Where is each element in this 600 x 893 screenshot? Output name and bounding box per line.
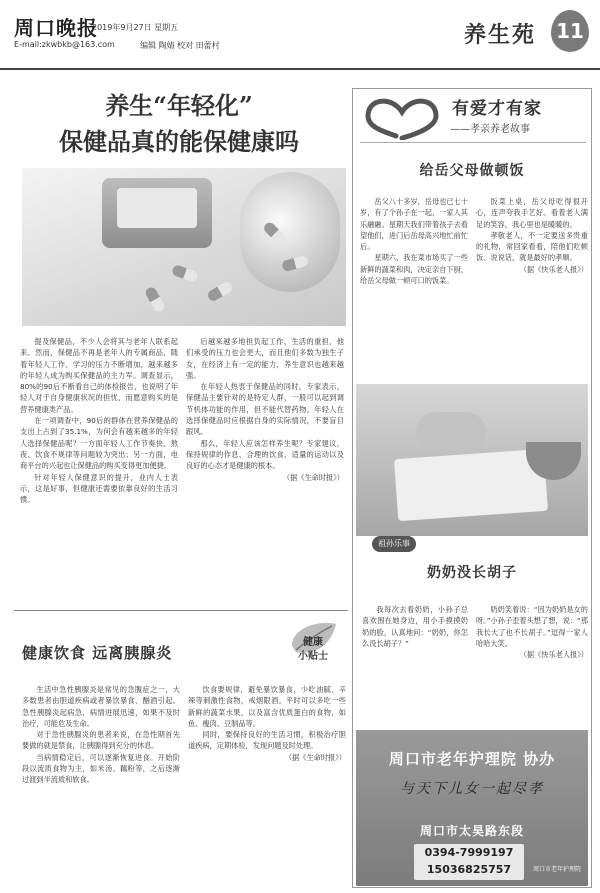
paragraph: 那么，年轻人应该怎样养生呢？专家建议，保持规律的作息、合理的饮食、适量的运动以及良好的心态才是健康的根本。 [186, 438, 344, 471]
cutting-board-shape [394, 449, 548, 521]
ad-slogan: 与天下儿女一起尽孝 [400, 781, 544, 797]
article1-column-1 [20, 336, 178, 602]
hand-shape [416, 412, 486, 452]
ad-phone-2: 15036825757 [426, 863, 512, 876]
story1-headline: 给岳父母做顿饭 [419, 163, 525, 179]
paragraph: 提及保健品，不少人会将其与老年人联系起来。然而，保健品不再是老年人的专属商品，随着年轻人工作、学习的压力不断增加，越来越多的年轻人成为购买保健品的主力军。调查显示，80%的90后不断看自己的体检报告，也说明了年轻人对于自身健康状况的担忧，而愿意购买的是营养健康类产品。 [20, 337, 178, 414]
nursing-home-ad [356, 730, 588, 886]
contact-email: E-mail:zkwbkb@163.com [14, 40, 115, 49]
capsule-icon [171, 264, 199, 283]
story1-column-2 [476, 196, 588, 381]
article-source: （据《快乐老人报》） [519, 264, 588, 274]
article1-headline-line1: 养生“年轻化” [105, 91, 253, 120]
article2-headline: 健康饮食 远离胰腺炎 [22, 644, 173, 662]
article1-headline [14, 88, 344, 160]
page-number-badge: 11 [551, 10, 589, 52]
paragraph: 当病情稳定后，可以逐渐恢复进食。开始阶段以流质食物为主，如米汤、藕粉等，之后逐渐过渡到半流质和软食。 [22, 752, 180, 785]
issue-date: 2019年9月27日 星期五 [92, 23, 179, 32]
paragraph: 孝敬老人，不一定要送多贵重的礼物，常回家看看，陪他们吃顿饭、说说话，就是最好的孝顺。 [476, 230, 588, 263]
love-section-title: 有爱才有家 [452, 99, 542, 119]
paragraph: 岳父八十多岁，岳母也已七十岁，有了个孙子在一起，一家人其乐融融。星期天我们带着孩子去看望他们，进门后岳母高兴地忙前忙后。 [360, 197, 468, 252]
ad-organizer: 周口市老年护理院 协办 [388, 750, 556, 768]
heart-icon [362, 92, 442, 140]
article-source: （据《生命时报》） [282, 472, 344, 482]
capsule-icon [144, 285, 167, 313]
story-category-tag: 祖孙乐事 [372, 536, 416, 552]
article2-column-1 [22, 684, 180, 884]
paragraph: 在年轻人热衷于保健品的同时，专家表示，保健品主要针对的是特定人群，一般可以起到调节机体功能的作用，但不能代替药物。年轻人在选择保健品时应根据自身的实际情况，不要盲目跟风。 [186, 382, 344, 437]
story2-headline: 奶奶没长胡子 [427, 565, 517, 581]
newspaper-brand: 周口晚报 [14, 16, 98, 40]
bottle-label-shape [117, 188, 197, 228]
supplements-photo [22, 168, 346, 326]
capsule-icon [206, 280, 234, 303]
masthead [0, 0, 600, 70]
paragraph: 饮食要规律，避免暴饮暴食，少吃油腻、辛辣等刺激性食物，戒烟限酒。平时可以多吃一些新鲜的蔬菜水果，以及富含优质蛋白的食物，如鱼、瘦肉、豆制品等。 [188, 685, 346, 728]
paragraph: 星期六，我在菜市场买了一些新鲜的蔬菜和肉，决定亲自下厨，给岳父母做一顿可口的饭菜。 [360, 253, 468, 286]
paragraph: 针对年轻人保健意识的提升，业内人士表示，这是好事，但健康还需要依靠良好的生活习惯。 [20, 472, 178, 505]
ad-phone-1: 0394-7999197 [424, 846, 514, 859]
right-divider [360, 142, 586, 143]
article-source: （据《快乐老人报》） [519, 650, 588, 660]
section-divider [14, 610, 348, 611]
paragraph: 对于急性胰腺炎的患者来说，在急性期首先要做的就是禁食，让胰腺得到充分的休息。 [22, 730, 180, 751]
story2-column-1 [362, 604, 468, 728]
tips-badge-line1: 健康 [303, 637, 323, 648]
paragraph: 我每次去看奶奶，小孙子总喜欢围在她身边，用小手摸摸奶奶的脸，认真地问：“奶奶，你怎么没长胡子？” [362, 605, 468, 648]
paragraph: 在一项调查中，90后的群体在营养保健品的支出上占到了35.1%，为何会有越来越多的年轻人选择保健品呢？一方面年轻人工作节奏快、熬夜、饮食不规律等问题较为突出；另一方面，电商平台的兴起也让保健品的购买变得更加便捷。 [20, 416, 178, 471]
story2-column-2 [476, 604, 588, 728]
paragraph: 后越来越多地担负起工作、生活的重担，他们承受的压力也会更大，而且他们多数为独生子女，在经济上有一定的能力，养生意识也越来越强。 [186, 337, 344, 380]
article-source: （据《生命时报》） [284, 752, 346, 762]
supplement-jar-icon [240, 172, 340, 292]
paragraph: 奶奶笑着说：“因为奶奶是女的呀。”小孙子歪着头想了想，说：“那我长大了也不长胡子。”逗得一家人哈哈大笑。 [476, 605, 588, 648]
article2-column-2 [188, 684, 346, 884]
love-section-subtitle: ——孝亲养老故事 [450, 124, 530, 135]
paragraph: 生活中急性胰腺炎是常见的急腹症之一，大多数患者由胆道疾病或者暴饮暴食、酗酒引起。急性胰腺炎起病急，病情进展迅速，如果不及时治疗，可能危及生命。 [22, 685, 180, 728]
tips-badge-line2: 小贴士 [298, 651, 328, 662]
ad-address: 周口市太昊路东段 [419, 824, 524, 838]
paragraph: 同时，要保持良好的生活习惯，积极治疗胆道疾病，定期体检，发现问题及时处理。 [188, 730, 346, 751]
section-name: 养生苑 [464, 22, 537, 48]
ad-logo-caption: 周口市老年护理院 [532, 866, 581, 873]
editors-credit: 编辑 陶婧 校对 田蕾村 [140, 41, 220, 50]
cooking-photo [356, 384, 588, 536]
ad-phone-box [414, 844, 524, 880]
health-tips-badge [288, 636, 338, 664]
story1-column-1 [360, 196, 468, 381]
article1-column-2 [186, 336, 344, 602]
paragraph: 饭菜上桌，岳父母吃得很开心，连声夸我手艺好。看着老人满足的笑容，我心里也是暖暖的。 [476, 197, 588, 229]
article1-headline-line2: 保健品真的能保健康吗 [59, 127, 299, 156]
